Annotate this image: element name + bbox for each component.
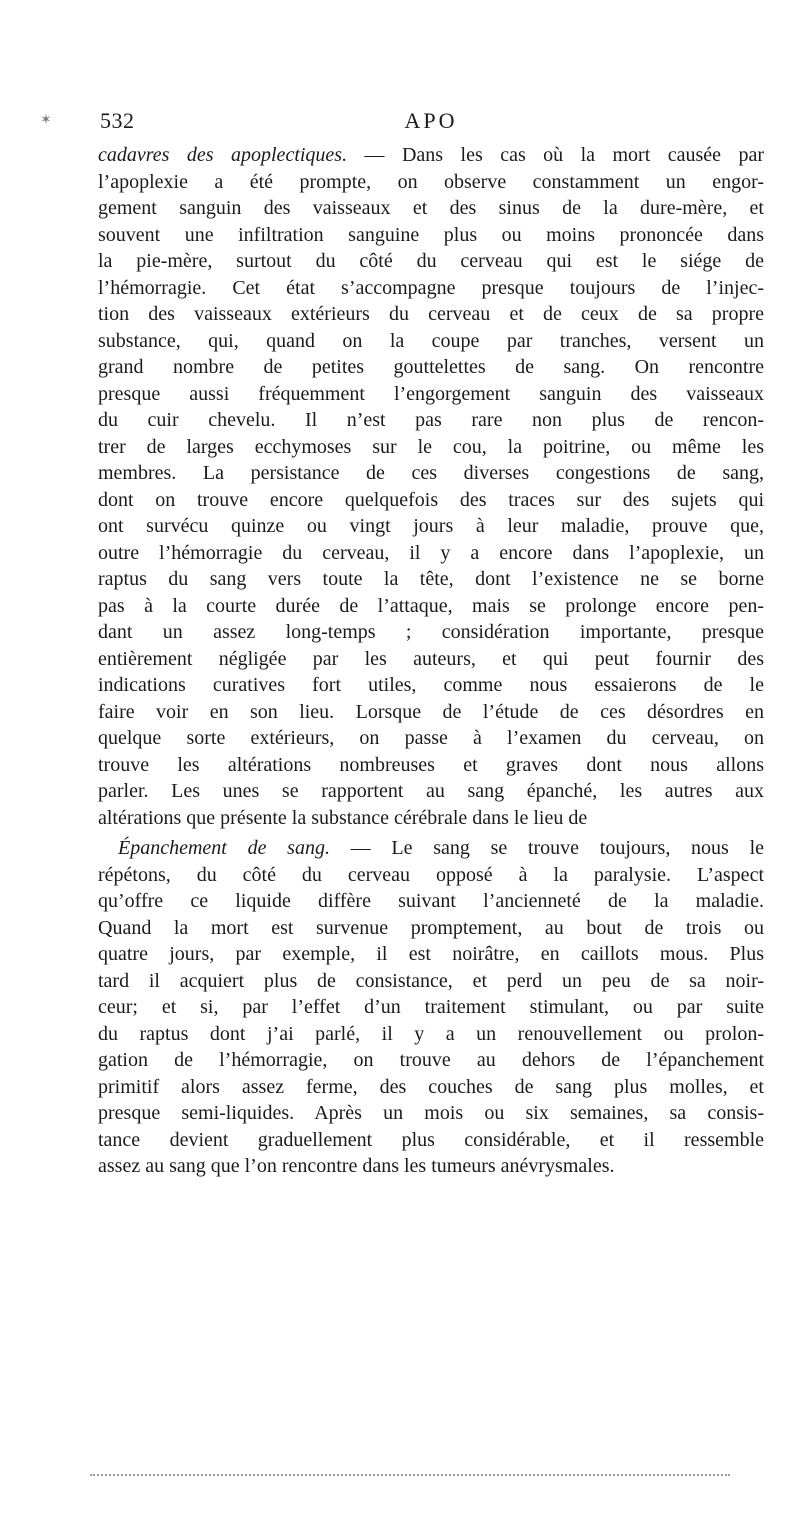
text-line: trouve les altérations nombreuses et graves dont nous allons — [98, 753, 764, 776]
text-line: dant un assez long-temps ; considération importante, presque — [98, 621, 764, 643]
text-line: ont survécu quinze ou vingt jours à leur maladie, prouve que, — [98, 515, 764, 537]
text-line: souvent une infiltration sanguine plus ou moins prononcée dans — [98, 223, 764, 246]
text-line: tance devient graduellement plus considérable, et il ressemble — [98, 1128, 764, 1151]
text-line: dont on trouve encore quelquefois des traces sur des sujets qui — [98, 488, 764, 511]
margin-speck: ✶ — [40, 113, 52, 128]
text-line: quelque sorte extérieurs, on passe à l’examen du cerveau, on — [98, 727, 764, 749]
text-line: primitif alors assez ferme, des couches de sang plus molles, et — [98, 1075, 764, 1098]
page-number: 532 — [100, 108, 135, 133]
italic-lead-term: cadavres des apoplectiques. — [98, 144, 348, 166]
text-line: du raptus dont j’ai parlé, il y a un renouvellement ou prolon- — [98, 1022, 764, 1045]
text-line: l’apoplexie a été prompte, on observe constamment un engor- — [98, 170, 764, 193]
text-line: indications curatives fort utiles, comme nous essaierons de le — [98, 674, 764, 696]
text-line: altérations que présente la substance cérébrale dans le lieu de — [98, 806, 588, 829]
text-line: faire voir en son lieu. Lorsque de l’étude de ces désordres en — [98, 700, 764, 723]
text-line: parler. Les unes se rapportent au sang épanché, les autres aux — [98, 780, 764, 802]
text-line: outre l’hémorragie du cerveau, il y a encore dans l’apoplexie, un — [98, 541, 764, 564]
text-line: raptus du sang vers toute la tête, dont l’existence ne se borne — [98, 568, 764, 590]
body-text — [98, 142, 764, 1180]
running-head: APO — [404, 108, 458, 133]
text-line — [98, 835, 764, 862]
text-line: pas à la courte durée de l’attaque, mais se prolonge encore pen- — [98, 594, 764, 617]
text-line — [98, 142, 764, 169]
text-line: tard il acquiert plus de consistance, et perd un peu de sa noir- — [98, 969, 764, 992]
bottom-print-rule — [90, 1474, 730, 1476]
page-header — [98, 108, 764, 138]
text-line: répétons, du côté du cerveau opposé à la paralysie. L’aspect — [98, 863, 764, 886]
text-line: membres. La persistance de ces diverses congestions de sang, — [98, 462, 764, 484]
text-line: presque semi-liquides. Après un mois ou six semaines, sa consis- — [98, 1102, 764, 1124]
lead-rest: — Dans les cas où la mort causée par — [347, 144, 764, 166]
text-line: gement sanguin des vaisseaux et des sinus de la dure-mère, et — [98, 197, 764, 219]
text-line: assez au sang que l’on rencontre dans les tumeurs anévrysmales. — [98, 1155, 615, 1177]
text-line: qu’offre ce liquide diffère suivant l’ancienneté de la maladie. — [98, 890, 764, 912]
text-line: la pie-mère, surtout du côté du cerveau qui est le siége de — [98, 250, 764, 272]
text-line: quatre jours, par exemple, il est noirâtre, en caillots mous. Plus — [98, 943, 764, 965]
text-line: tion des vaisseaux extérieurs du cerveau et de ceux de sa propre — [98, 303, 764, 325]
paragraph-epanchement — [98, 835, 764, 1180]
text-line: grand nombre de petites gouttelettes de sang. On rencontre — [98, 356, 764, 378]
text-line: trer de larges ecchymoses sur le cou, la poitrine, ou même les — [98, 435, 764, 458]
text-line: ceur; et si, par l’effet d’un traitement stimulant, ou par suite — [98, 996, 764, 1018]
text-line: gation de l’hémorragie, on trouve au dehors de l’épanchement — [98, 1049, 764, 1071]
text-line: du cuir chevelu. Il n’est pas rare non plus de rencon- — [98, 409, 764, 431]
text-line: presque aussi fréquemment l’engorgement sanguin des vaisseaux — [98, 382, 764, 405]
text-line: substance, qui, quand on la coupe par tranches, versent un — [98, 329, 764, 352]
italic-lead-term: Épanchement de sang. — [118, 837, 330, 859]
text-line: Quand la mort est survenue promptement, au bout de trois ou — [98, 916, 764, 939]
text-line: l’hémorragie. Cet état s’accompagne presque toujours de l’injec- — [98, 276, 764, 299]
paragraph-cadavres — [98, 142, 764, 831]
lead-rest: — Le sang se trouve toujours, nous le — [329, 837, 764, 859]
text-line: entièrement négligée par les auteurs, et qui peut fournir des — [98, 647, 764, 670]
